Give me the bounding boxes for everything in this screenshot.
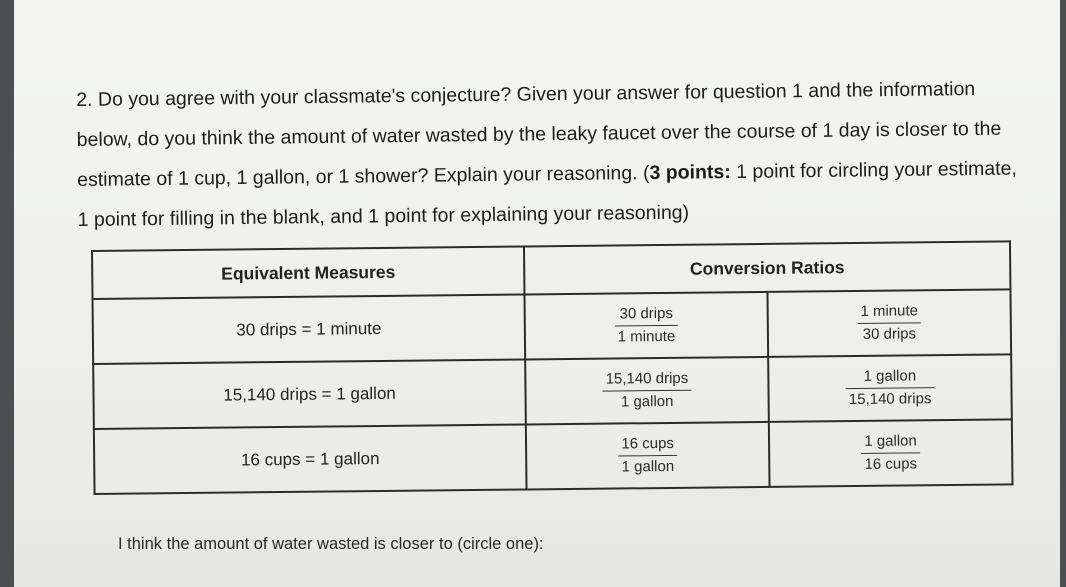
conversion-table <box>91 240 1014 495</box>
conversion-table-wrapper <box>91 240 1014 495</box>
fraction-denominator: 16 cups <box>864 455 918 473</box>
fraction-numerator: 1 gallon <box>846 366 935 389</box>
fraction-numerator: 1 minute <box>857 301 921 324</box>
fraction-denominator: 1 minute <box>617 327 676 346</box>
measure-cell: 30 drips = 1 minute <box>93 294 526 364</box>
points-label: 3 points: <box>649 161 731 184</box>
table-row <box>93 289 1012 364</box>
answer-prompt: I think the amount of water wasted is closer to (circle one): <box>118 535 544 553</box>
ratio-cell <box>526 422 770 490</box>
measure-cell: 16 cups = 1 gallon <box>94 424 527 494</box>
ratio-cell <box>768 289 1012 357</box>
table-row <box>94 419 1013 494</box>
question-text: 2. Do you agree with your classmate's conjecture? Given your answer for question 1 and the information below, do you think the amount of water wasted by the leaky faucet over the course of 1 day is closer to the estimate of 1 cup, 1 gallon, or 1 shower? Explain your reasoning. ( <box>76 78 1002 191</box>
fraction-numerator: 16 cups <box>618 434 677 457</box>
fraction-numerator: 1 gallon <box>861 431 920 454</box>
fraction-denominator: 1 gallon <box>621 457 675 476</box>
fraction <box>603 369 692 413</box>
fraction-numerator: 15,140 drips <box>603 369 692 392</box>
fraction <box>846 366 935 410</box>
fraction <box>614 304 678 348</box>
question-2 <box>76 68 1023 240</box>
fraction <box>857 301 921 345</box>
table-row <box>93 354 1012 429</box>
fraction-denominator: 15,140 drips <box>848 390 932 409</box>
fraction-denominator: 30 drips <box>862 325 917 343</box>
worksheet-page <box>14 0 1060 587</box>
ratio-cell <box>769 419 1013 487</box>
measure-cell: 15,140 drips = 1 gallon <box>93 359 526 429</box>
ratio-cell <box>525 357 769 425</box>
fraction <box>618 434 677 478</box>
header-equivalent-measures: Equivalent Measures <box>92 246 525 299</box>
header-conversion-ratios: Conversion Ratios <box>524 241 1010 294</box>
fraction-denominator: 1 gallon <box>620 392 674 411</box>
ratio-cell <box>768 354 1012 422</box>
points-detail: 1 point for circling your estimate, 1 point for filling in the blank, and 1 point for explaining your reasoning) <box>77 157 1017 231</box>
fraction-numerator: 30 drips <box>614 304 678 327</box>
ratio-cell <box>525 292 769 360</box>
fraction <box>861 431 920 475</box>
